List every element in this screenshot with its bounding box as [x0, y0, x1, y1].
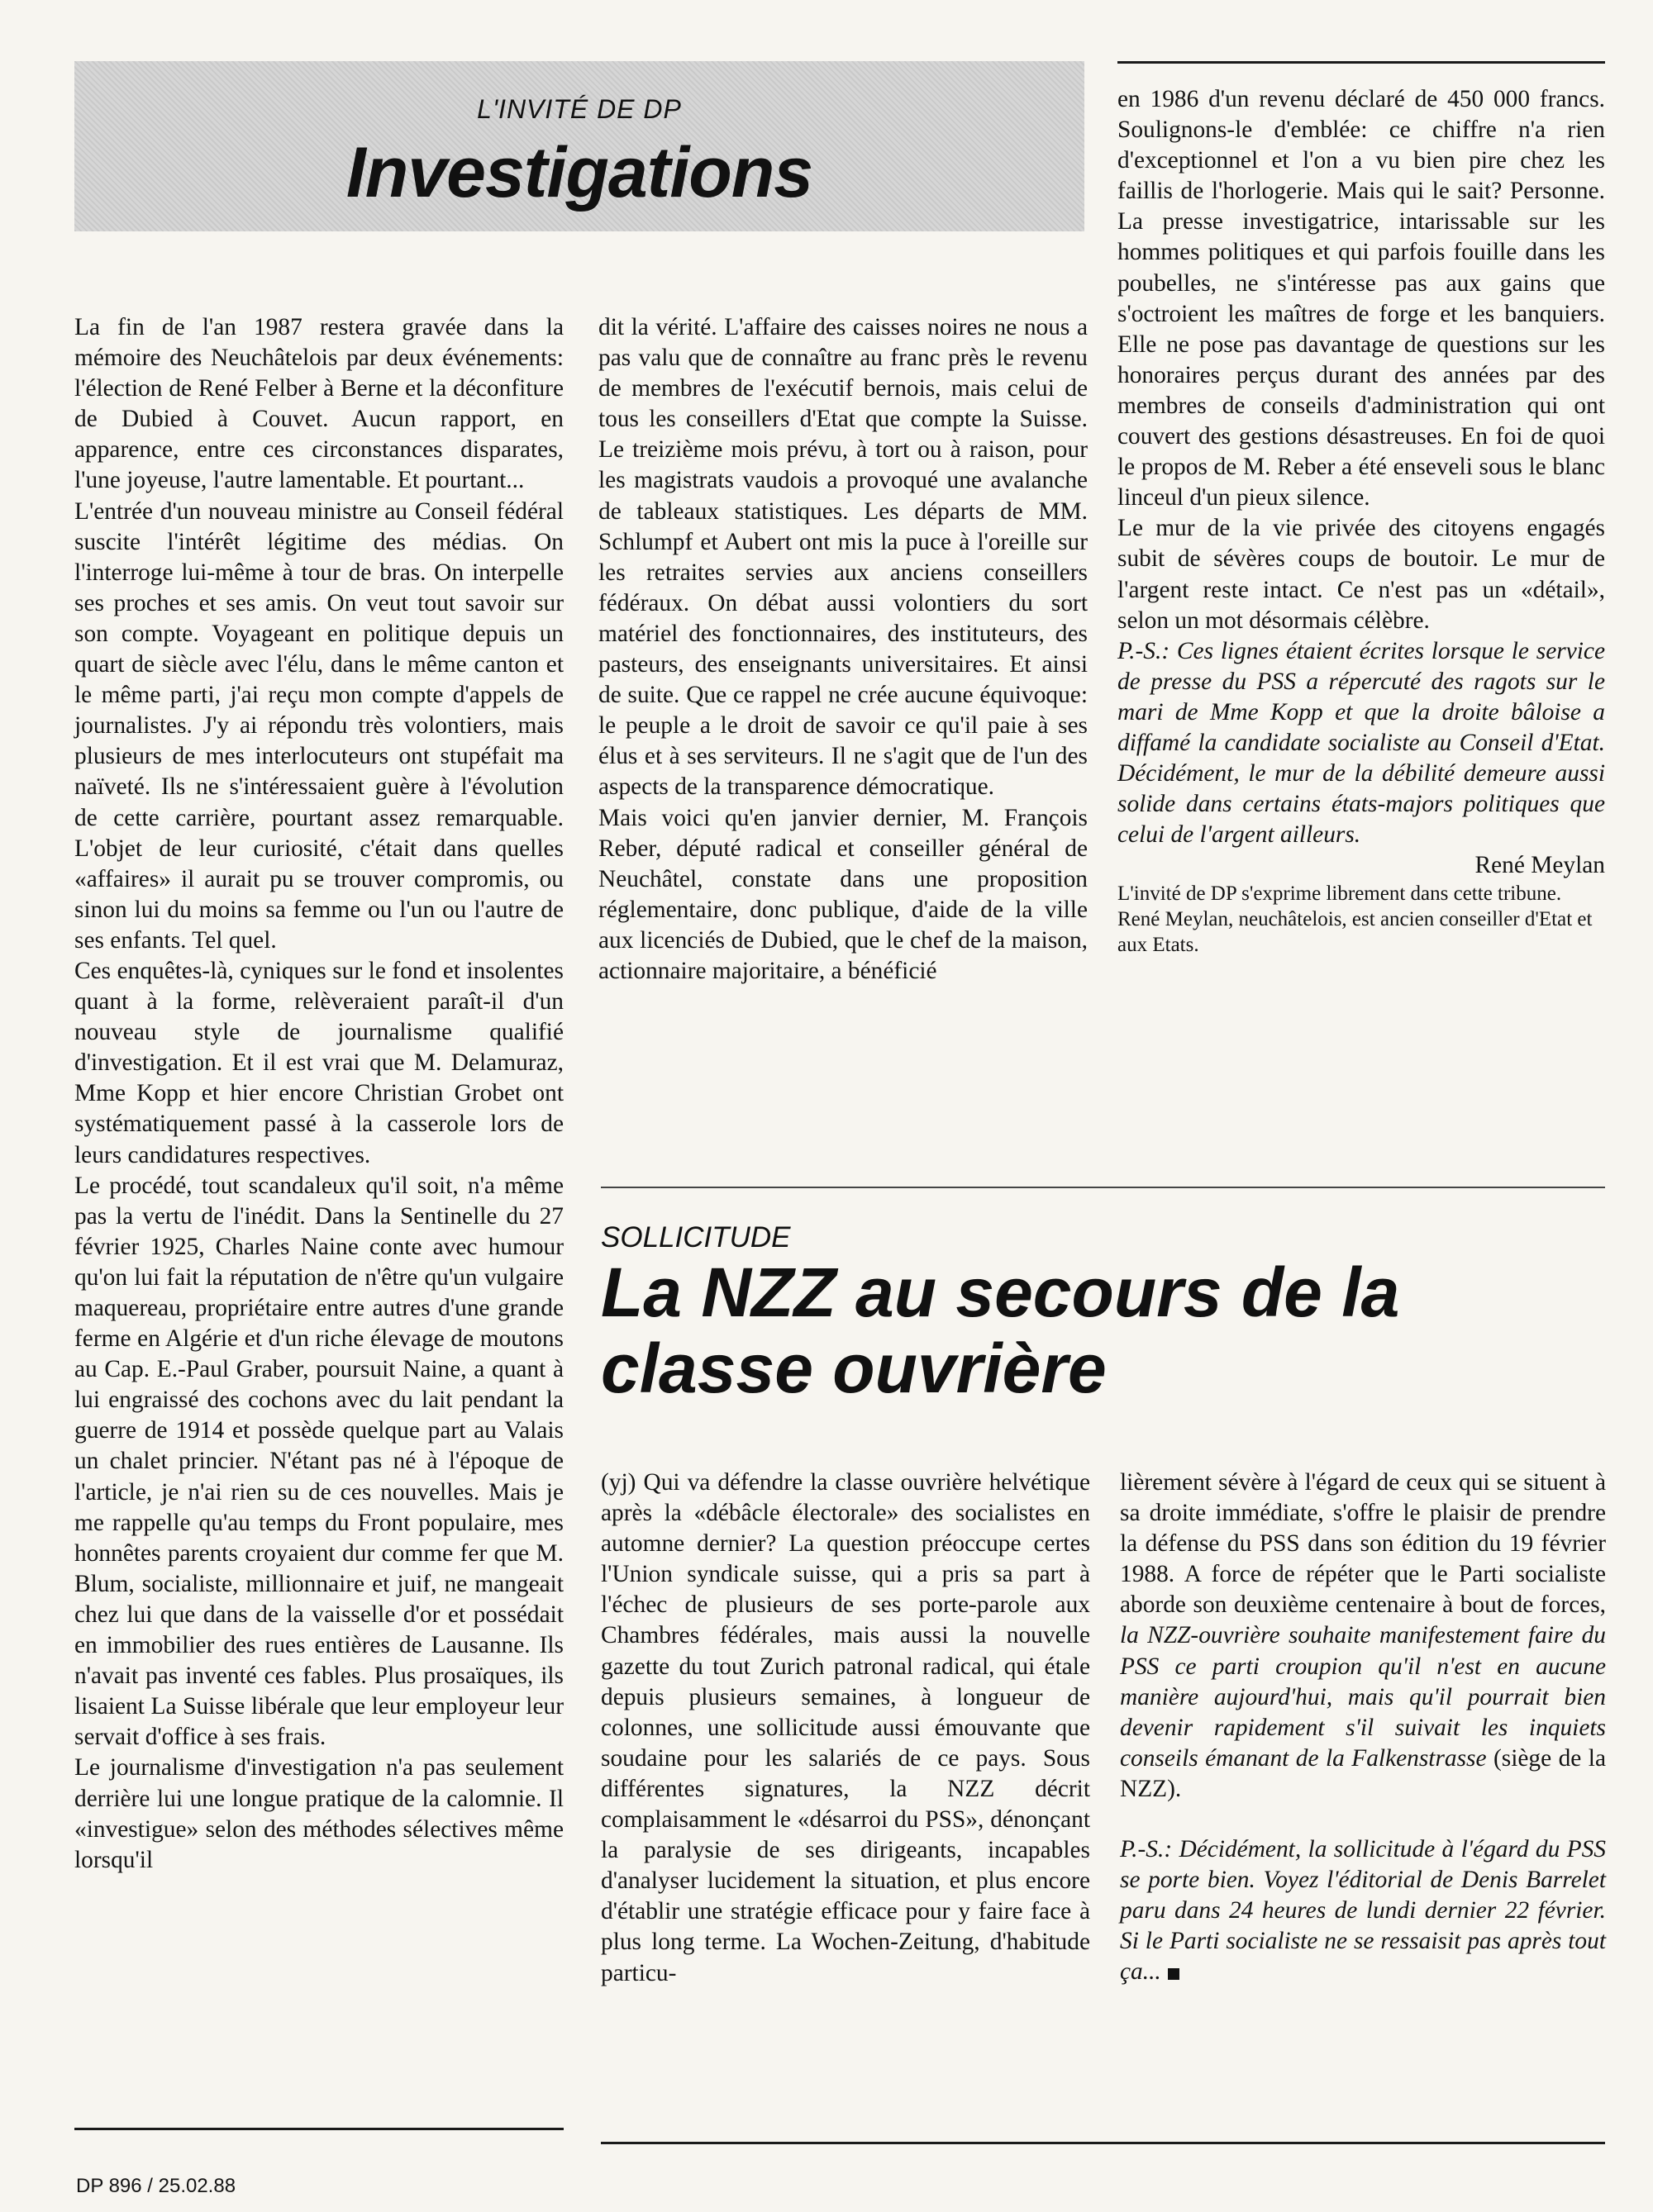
- top-rule: [1117, 61, 1605, 64]
- article1-paragraph: Mais voici qu'en janvier dernier, M. François Reber, député radical et conseiller général de Neuchâtel, constate dans une proposition réglementaire, donc publique, d'aide de la ville aux licenciés de Dubied, que le chef de la maison, actionnaire majoritaire, a bénéficié: [598, 804, 1088, 984]
- article2-title: La NZZ au secours de la classe ouvrière: [601, 1253, 1400, 1407]
- article1-paragraph: dit la vérité. L'affaire des caisses noires ne nous a pas valu que de connaître au franc près le revenu de membres de l'exécutif bernois, mais celui de tous les conseillers d'Etat que compte la Suisse. Le treizième mois prévu, à tort ou à raison, pour les magistrats vaudois a provoqué une avalanche de tableaux statistiques. Les départs de MM. Schlumpf et Aubert ont mis la puce à l'oreille sur les retraites servies aux anciens conseillers fédéraux. On débat aussi volontiers du sort matériel des fonctionnaires, des instituteurs, des pasteurs, des enseignants universitaires. Et ainsi de suite. Que ce rappel ne crée aucune équivoque: le peuple a le droit de savoir ce qu'il paie à ses élus et à ses serviteurs. Il ne s'agit que de l'un des aspects de la transparence démocratique.: [598, 314, 1088, 801]
- bottom-rule-right: [601, 2142, 1605, 2144]
- article1-column-2: [598, 312, 1088, 987]
- header-kicker: L'INVITÉ DE DP: [477, 94, 682, 124]
- author-bio: L'invité de DP s'exprime librement dans cette tribune. René Meylan, neuchâtelois, est ancien conseiller d'Etat et aux Etats.: [1117, 882, 1593, 957]
- article2-text-tail: (siège de la NZZ).: [1120, 1744, 1606, 1802]
- article2-paragraph: [1120, 1468, 1606, 1805]
- article1-paragraph: La fin de l'an 1987 restera gravée dans la mémoire des Neuchâtelois par deux événements: l'élection de René Felber à Berne et la déconfiture de Dubied à Couvet. Aucun rapport, en apparence, entre ces circonstances disparates, l'une joyeuse, l'autre lamentable. Et pourtant...: [74, 314, 564, 494]
- bottom-rule-left: [74, 2128, 564, 2130]
- article1-paragraph: Le procédé, tout scandaleux qu'il soit, n'a même pas la vertu de l'inédit. Dans la Sentinelle du 27 février 1925, Charles Naine conte avec humour qu'on lui fait la réputation de n'être qu'un vulgaire maquereau, propriétaire entre autres d'une grande ferme en Algérie et d'un riche élevage de moutons au Cap. E.-Paul Graber, poursuit Naine, a quant à lui engraissé des cochons avec du lait pendant la guerre de 1914 et possède quelque part au Valais un chalet princier. N'étant pas né à l'époque de l'article, je n'ai rien su de ces nouvelles. Mais je me rappelle qu'au temps du Front populaire, mes honnêtes parents croyaient dur comme fer que M. Blum, socialiste, millionnaire et juif, ne mangeait chez lui que dans de la vaisselle d'or et possédait en immobilier des rues entières de Lausanne. Ils n'avait pas inventé ces fables. Plus prosaïques, ils lisaient La Suisse libérale que leur employeur leur servait d'office à ses frais.: [74, 1172, 564, 1751]
- article1-column-1: [74, 312, 564, 1876]
- article2-column-1: [601, 1468, 1090, 1989]
- article1-paragraph: Le mur de la vie privée des citoyens engagés subit de sévères coups de boutoir. Le mur de l'argent reste intact. Ce n'est pas un «détail», selon un mot désormais célèbre.: [1117, 515, 1605, 634]
- article1-paragraph: L'entrée d'un nouveau ministre au Conseil fédéral suscite l'intérêt légitime des médias. On l'interroge lui-même à tour de bras. On interpelle ses proches et ses amis. On veut tout savoir sur son compte. Voyageant en politique depuis un quart de siècle avec l'élu, dans le même canton et le même parti, j'ai reçu mon compte d'appels de journalistes. J'y ai répondu très volontiers, mais plusieurs de mes interlocuteurs ont stupéfait ma naïveté. Ils ne s'intéressaient guère à l'évolution de cette carrière, pourtant assez remarquable. L'objet de leur curiosité, c'était dans quelles «affaires» il aurait pu se trouver compromis, ou sinon lui du moins sa femme ou l'un ou l'autre de ses enfants. Tel quel.: [74, 497, 564, 954]
- header-title: Investigations: [345, 133, 813, 212]
- article1-column-3: [1117, 84, 1605, 958]
- article1-paragraph: Ces enquêtes-là, cyniques sur le fond et insolentes quant à la forme, relèveraient paraît-il d'un nouveau style de journalisme qualifié d'investigation. Et il est vrai que M. Delamuraz, Mme Kopp et hier encore Christian Grobet ont systématiquement passé à la casserole lors de leurs candidatures respectives.: [74, 957, 564, 1168]
- section-rule: [601, 1187, 1605, 1188]
- header-banner: [74, 61, 1084, 231]
- article2-text-italic: la NZZ-ouvrière souhaite manifestement faire du PSS ce parti croupion qu'il n'est en aucune manière aujourd'hui, mais qu'il pourrait bien devenir rapidement s'il suivait les inquiets conseils émanant de la Falkenstrasse: [1120, 1622, 1606, 1772]
- article1-paragraph: Le journalisme d'investigation n'a pas seulement derrière lui une longue pratique de la calomnie. Il «investigue» selon des méthodes sélectives même lorsqu'il: [74, 1754, 564, 1873]
- article2-paragraph: (yj) Qui va défendre la classe ouvrière helvétique après la «débâcle électorale» des socialistes en automne dernier? La question préoccupe certes l'Union syndicale suisse, qui a pris sa part à l'échec de plusieurs de ses porte-parole aux Chambres fédérales, mais aussi la nouvelle gazette du tout Zurich patronal radical, qui étale depuis plusieurs semaines, à longueur de colonnes, une sollicitude aussi émouvante que soudaine pour les salariés de ce pays. Sous différentes signatures, la NZZ décrit complaisamment le «désarroi du PSS», dénonçant la paralysie de ses dirigeants, incapables d'analyser lucidement la situation, et plus encore d'établir une stratégie efficace pour y faire face à plus long terme. La Wochen-Zeitung, d'habitude particu-: [601, 1469, 1090, 1986]
- article2-postscript: [1120, 1834, 1606, 1987]
- article1-paragraph: en 1986 d'un revenu déclaré de 450 000 francs. Soulignons-le d'emblée: ce chiffre n'a rien d'exceptionnel et l'on a vu bien pire chez les faillis de l'horlogerie. Mais qui le sait? Personne. La presse investigatrice, intarissable sur les hommes politiques et qui parfois fouille dans les poubelles, ne s'intéresse pas aux gains que s'octroient les maîtres de forge et les banquiers. Elle ne pose pas davantage de questions sur les honoraires perçus durant des années par des membres de conseils d'administration qui ont couvert des gestions désastreuses. En foi de quoi le propos de M. Reber a été enseveli sous le blanc linceul d'un pieux silence.: [1117, 86, 1605, 511]
- article2-kicker: SOLLICITUDE: [601, 1221, 791, 1253]
- author-signature: René Meylan: [1474, 852, 1605, 879]
- end-mark-icon: [1168, 1968, 1179, 1980]
- article2-column-2: [1120, 1468, 1606, 1988]
- article2-postscript-text: P.-S.: Décidément, la sollicitude à l'égard du PSS se porte bien. Voyez l'éditorial de Denis Barrelet paru dans 24 heures de lundi dernier 22 février. Si le Parti socialiste ne se ressaisit pas après tout ça...: [1120, 1836, 1606, 1986]
- article1-postscript: P.-S.: Ces lignes étaient écrites lorsque le service de presse du PSS a répercuté des ragots sur le mari de Mme Kopp et que la droite bâloise a diffamé la candidate socialiste au Conseil d'Etat. Décidément, le mur de la débilité demeure aussi solide dans certains états-majors politiques que celui de l'argent ailleurs.: [1117, 637, 1605, 849]
- article2-text-plain: lièrement sévère à l'égard de ceux qui se situent à sa droite immédiate, s'offre le plaisir de prendre la défense du PSS dans son édition du 19 février 1988. A force de répéter que le Parti socialiste aborde son deuxième centenaire à bout de forces,: [1120, 1469, 1606, 1619]
- page-folio: DP 896 / 25.02.88: [76, 2175, 236, 2197]
